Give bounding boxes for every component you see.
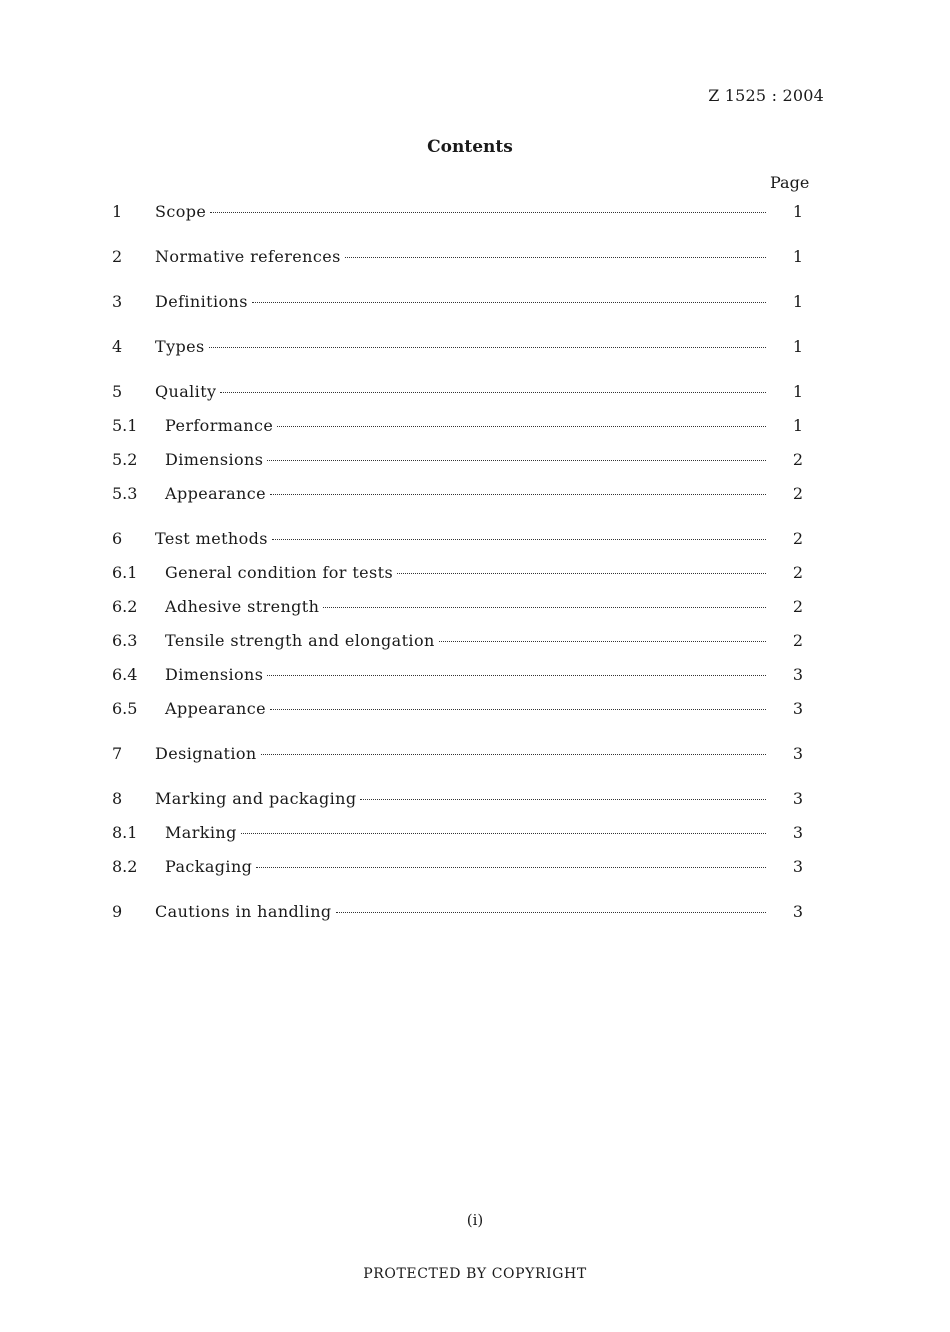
toc-entry-number: 8.2 bbox=[112, 857, 138, 876]
toc-entry-title: Designation bbox=[155, 744, 257, 763]
toc-entry-number: 5.3 bbox=[112, 484, 138, 503]
toc-entry-number: 6.2 bbox=[112, 597, 138, 616]
table-of-contents bbox=[112, 195, 812, 929]
toc-entry-page: 1 bbox=[792, 202, 804, 221]
toc-entry-title: Packaging bbox=[165, 857, 253, 876]
toc-entry-title: Performance bbox=[165, 416, 274, 435]
toc-entry-page: 3 bbox=[792, 823, 804, 842]
toc-entry[interactable] bbox=[112, 590, 812, 624]
toc-entry-title: Cautions in handling bbox=[155, 902, 332, 921]
toc-entry-page: 2 bbox=[792, 450, 804, 469]
dot-leader bbox=[323, 607, 766, 608]
toc-entry-number: 3 bbox=[112, 292, 123, 311]
toc-entry-number: 5.2 bbox=[112, 450, 138, 469]
toc-entry-number: 5.1 bbox=[112, 416, 138, 435]
toc-entry-number: 4 bbox=[112, 337, 123, 356]
dot-leader bbox=[270, 709, 766, 710]
toc-entry-title: General condition for tests bbox=[165, 563, 394, 582]
page-title: Contents bbox=[427, 137, 513, 157]
dot-leader bbox=[252, 302, 766, 303]
toc-entry-number: 6.1 bbox=[112, 563, 138, 582]
toc-entry[interactable] bbox=[112, 330, 812, 364]
toc-entry-page: 1 bbox=[792, 416, 804, 435]
toc-entry-page: 3 bbox=[792, 665, 804, 684]
toc-entry-page: 3 bbox=[792, 699, 804, 718]
dot-leader bbox=[209, 347, 766, 348]
toc-entry[interactable] bbox=[112, 195, 812, 229]
toc-entry[interactable] bbox=[112, 443, 812, 477]
dot-leader bbox=[267, 460, 766, 461]
dot-leader bbox=[267, 675, 766, 676]
toc-entry-number: 6.4 bbox=[112, 665, 138, 684]
toc-entry[interactable] bbox=[112, 556, 812, 590]
dot-leader bbox=[270, 494, 766, 495]
toc-entry[interactable] bbox=[112, 850, 812, 884]
toc-entry-number: 6.3 bbox=[112, 631, 138, 650]
dot-leader bbox=[439, 641, 766, 642]
toc-entry-page: 1 bbox=[792, 382, 804, 401]
toc-entry-number: 8 bbox=[112, 789, 123, 808]
dot-leader bbox=[277, 426, 766, 427]
dot-leader bbox=[272, 539, 766, 540]
toc-entry-number: 9 bbox=[112, 902, 123, 921]
toc-entry-title: Dimensions bbox=[165, 665, 264, 684]
toc-entry[interactable] bbox=[112, 522, 812, 556]
toc-entry-page: 2 bbox=[792, 631, 804, 650]
toc-entry-title: Marking bbox=[165, 823, 237, 842]
toc-entry[interactable] bbox=[112, 782, 812, 816]
toc-entry-page: 1 bbox=[792, 247, 804, 266]
toc-entry-number: 5 bbox=[112, 382, 123, 401]
toc-entry[interactable] bbox=[112, 658, 812, 692]
dot-leader bbox=[241, 833, 766, 834]
dot-leader bbox=[261, 754, 766, 755]
dot-leader bbox=[345, 257, 766, 258]
page-folio: (i) bbox=[466, 1211, 484, 1229]
copyright-notice: PROTECTED BY COPYRIGHT bbox=[363, 1266, 587, 1282]
toc-entry-page: 2 bbox=[792, 529, 804, 548]
toc-entry-title: Quality bbox=[155, 382, 217, 401]
toc-entry-number: 7 bbox=[112, 744, 123, 763]
toc-entry[interactable] bbox=[112, 624, 812, 658]
toc-entry-page: 2 bbox=[792, 563, 804, 582]
toc-entry-title: Normative references bbox=[155, 247, 341, 266]
toc-entry[interactable] bbox=[112, 895, 812, 929]
toc-entry-title: Adhesive strength bbox=[165, 597, 320, 616]
toc-entry[interactable] bbox=[112, 409, 812, 443]
standard-number: Z 1525 : 2004 bbox=[708, 86, 824, 105]
dot-leader bbox=[360, 799, 766, 800]
page-column-label: Page bbox=[770, 173, 810, 192]
toc-entry[interactable] bbox=[112, 240, 812, 274]
toc-entry-title: Scope bbox=[155, 202, 207, 221]
toc-entry-number: 2 bbox=[112, 247, 123, 266]
toc-entry[interactable] bbox=[112, 375, 812, 409]
toc-entry-title: Dimensions bbox=[165, 450, 264, 469]
toc-entry-page: 3 bbox=[792, 857, 804, 876]
toc-entry[interactable] bbox=[112, 285, 812, 319]
toc-entry[interactable] bbox=[112, 477, 812, 511]
toc-entry-title: Types bbox=[155, 337, 205, 356]
toc-entry-page: 2 bbox=[792, 484, 804, 503]
toc-entry-page: 3 bbox=[792, 789, 804, 808]
toc-entry[interactable] bbox=[112, 692, 812, 726]
toc-entry-page: 1 bbox=[792, 292, 804, 311]
toc-entry-title: Definitions bbox=[155, 292, 248, 311]
dot-leader bbox=[256, 867, 766, 868]
dot-leader bbox=[397, 573, 766, 574]
toc-entry-number: 1 bbox=[112, 202, 123, 221]
toc-entry-page: 2 bbox=[792, 597, 804, 616]
toc-entry[interactable] bbox=[112, 816, 812, 850]
toc-entry-title: Appearance bbox=[165, 699, 266, 718]
toc-entry-page: 3 bbox=[792, 902, 804, 921]
dot-leader bbox=[336, 912, 766, 913]
dot-leader bbox=[210, 212, 766, 213]
toc-entry[interactable] bbox=[112, 737, 812, 771]
toc-entry-title: Appearance bbox=[165, 484, 266, 503]
toc-entry-number: 8.1 bbox=[112, 823, 138, 842]
toc-entry-title: Tensile strength and elongation bbox=[165, 631, 435, 650]
toc-entry-number: 6 bbox=[112, 529, 123, 548]
toc-entry-title: Marking and packaging bbox=[155, 789, 357, 808]
toc-entry-page: 3 bbox=[792, 744, 804, 763]
toc-entry-title: Test methods bbox=[155, 529, 268, 548]
dot-leader bbox=[220, 392, 766, 393]
toc-entry-number: 6.5 bbox=[112, 699, 138, 718]
toc-entry-page: 1 bbox=[792, 337, 804, 356]
